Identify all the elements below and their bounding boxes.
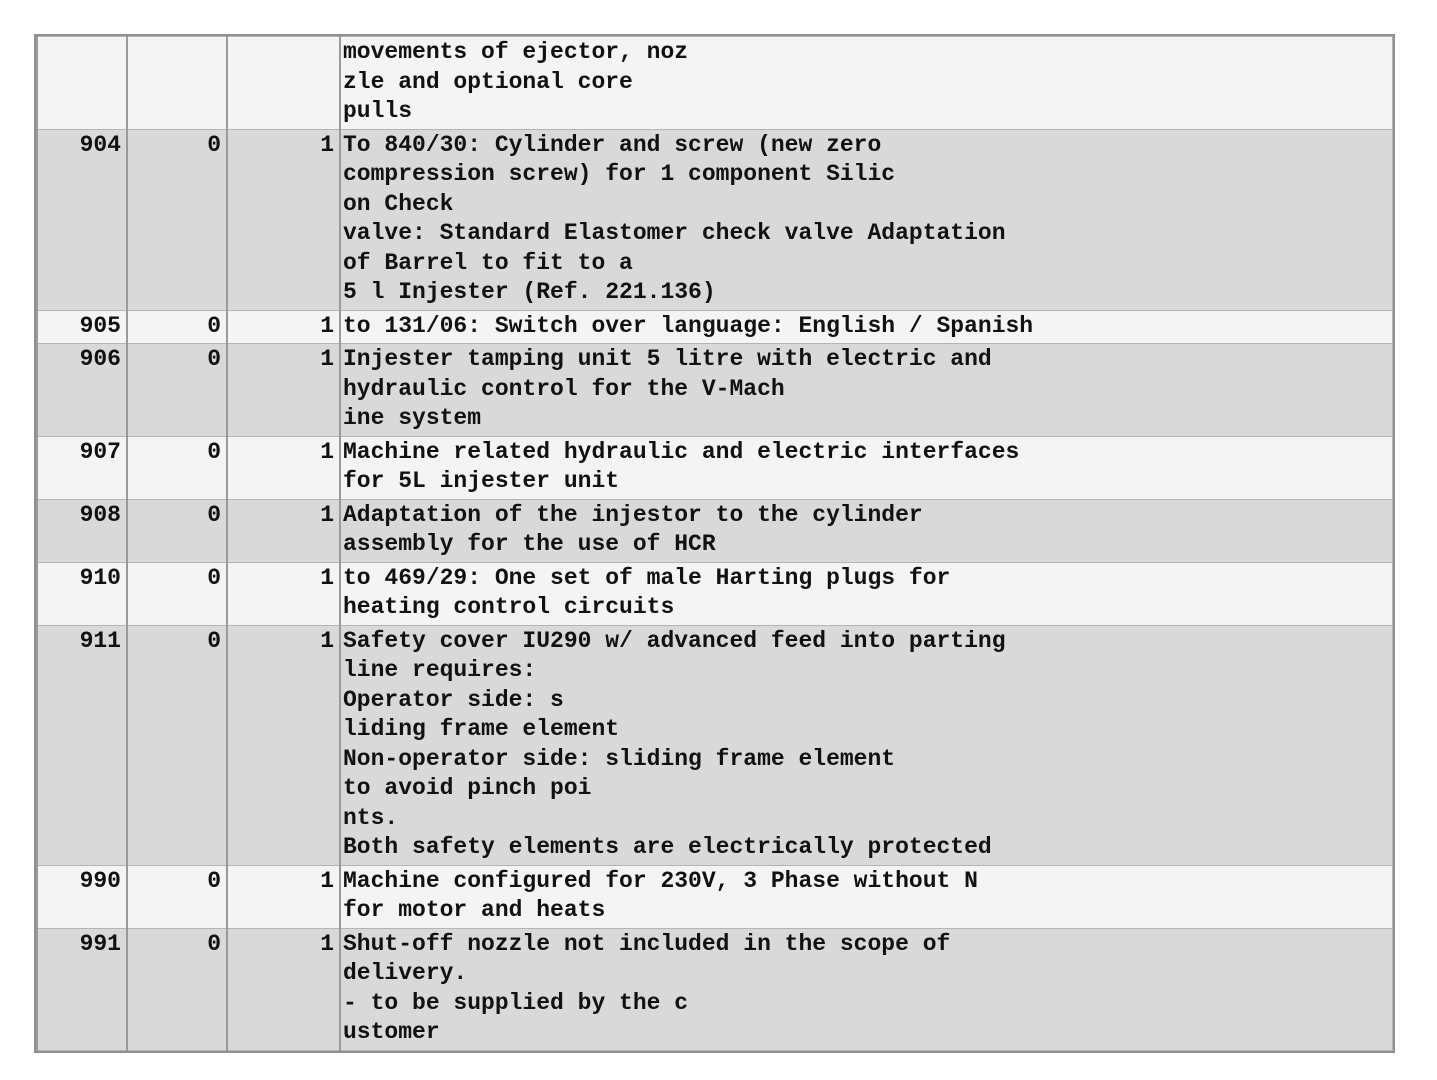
description-line: Non-operator side: sliding frame element [343,745,896,772]
position-cell: 911 [37,625,127,865]
quantity-b-cell: 1 [227,625,340,865]
table-row [37,562,1393,625]
table-row [37,436,1393,499]
description-cell [340,625,1393,865]
quantity-a-cell: 0 [127,625,227,865]
description-line: ustomer [343,1019,440,1045]
table-row [37,928,1393,1050]
position-cell: 991 [37,928,127,1050]
description-line: liding frame element [343,716,620,742]
description-cell [340,310,1393,344]
table-row [37,625,1393,865]
table-row [37,129,1393,310]
description-cell [340,436,1393,499]
description-cell [340,129,1393,310]
item-table-body [37,37,1393,1051]
description-line: Both safety elements are electrically protected [343,834,992,860]
quantity-b-cell: 1 [227,129,340,310]
quantity-b-cell: 1 [227,499,340,562]
description-line: to 469/29: One set of male Harting plugs for [343,564,951,591]
quantity-b-cell: 1 [227,865,340,928]
position-cell: 990 [37,865,127,928]
description-line: 5 l Injester (Ref. 221.136) [343,279,716,305]
description-cell [340,37,1393,130]
description-cell [340,928,1393,1050]
description-line: pulls [343,98,413,124]
description-line: to avoid pinch poi [343,775,592,801]
description-line: zle and optional core [343,68,633,95]
table-row [37,37,1393,130]
description-line: of Barrel to fit to a [343,249,633,276]
description-line: for motor and heats [343,897,606,923]
quantity-a-cell: 0 [127,928,227,1050]
document-table-frame [34,34,1395,1053]
description-line: Injester tamping unit 5 litre with electric and [343,346,992,372]
description-line: line requires: [343,657,537,683]
quantity-b-cell: 1 [227,928,340,1050]
description-line: nts. [343,804,399,831]
description-line: assembly for the use of HCR [343,531,716,557]
description-line: to 131/06: Switch over language: English / Spanish [343,312,1034,339]
description-line: - to be supplied by the c [343,989,689,1016]
description-line: To 840/30: Cylinder and screw (new zero [343,131,882,158]
quantity-a-cell: 0 [127,344,227,437]
description-line: compression screw) for 1 component Silic [343,161,896,187]
quantity-b-cell: 1 [227,436,340,499]
description-line: Shut-off nozzle not included in the scope of [343,930,951,957]
description-line: Safety cover IU290 w/ advanced feed into parting [343,627,1006,654]
description-line: for 5L injester unit [343,468,620,494]
description-line: hydraulic control for the V-Mach [343,375,785,402]
description-cell [340,865,1393,928]
position-cell: 905 [37,310,127,344]
description-cell [340,562,1393,625]
position-cell [37,37,127,130]
description-cell [340,344,1393,437]
quantity-b-cell [227,37,340,130]
table-row [37,344,1393,437]
table-row [37,310,1393,344]
table-row [37,865,1393,928]
position-cell: 906 [37,344,127,437]
description-line: on Check [343,190,454,217]
quantity-b-cell: 1 [227,310,340,344]
table-row [37,499,1393,562]
position-cell: 907 [37,436,127,499]
description-cell [340,499,1393,562]
description-line: movements of ejector, noz [343,39,689,65]
description-line: Operator side: s [343,686,564,713]
quantity-a-cell: 0 [127,865,227,928]
item-table [36,36,1393,1051]
description-line: ine system [343,405,482,431]
quantity-a-cell: 0 [127,310,227,344]
description-line: delivery. [343,960,468,986]
description-line: valve: Standard Elastomer check valve Adaptation [343,220,1006,246]
quantity-a-cell: 0 [127,436,227,499]
quantity-a-cell: 0 [127,499,227,562]
position-cell: 910 [37,562,127,625]
quantity-a-cell [127,37,227,130]
description-line: heating control circuits [343,594,675,620]
position-cell: 908 [37,499,127,562]
quantity-a-cell: 0 [127,129,227,310]
description-line: Machine configured for 230V, 3 Phase without N [343,867,978,894]
description-line: Machine related hydraulic and electric interfaces [343,438,1020,465]
description-line: Adaptation of the injestor to the cylinder [343,501,923,528]
quantity-b-cell: 1 [227,562,340,625]
quantity-b-cell: 1 [227,344,340,437]
position-cell: 904 [37,129,127,310]
quantity-a-cell: 0 [127,562,227,625]
